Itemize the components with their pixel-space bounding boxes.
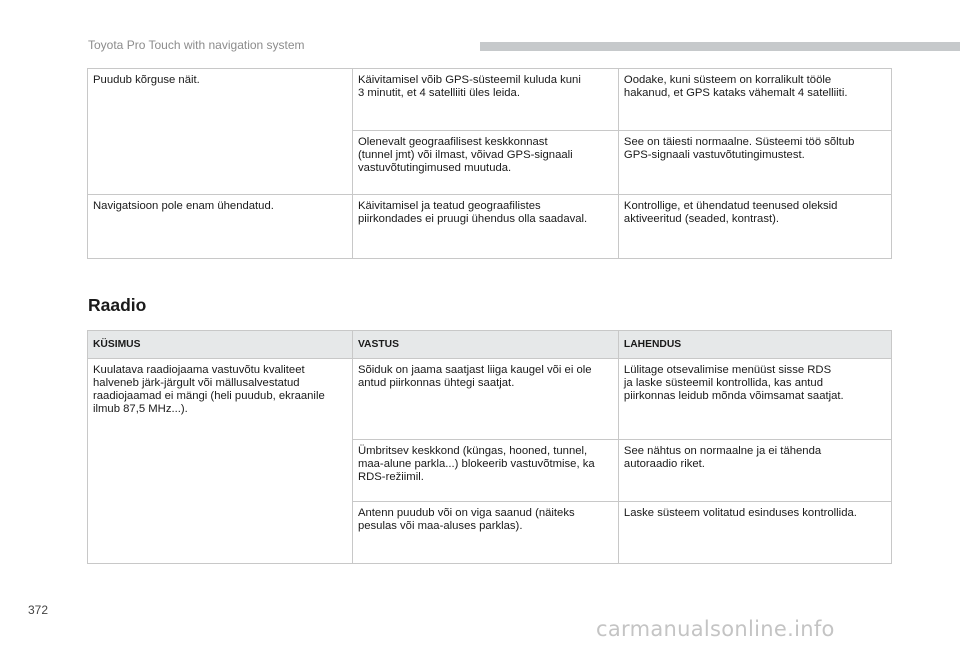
column-header-question: KÜSIMUS (88, 331, 353, 359)
table-row (88, 359, 892, 440)
solution-cell: See nähtus on normaalne ja ei tähenda autoraadio riket. (618, 440, 891, 502)
table-row (88, 195, 892, 259)
gps-troubleshooting-table (87, 68, 892, 259)
radio-troubleshooting-table (87, 330, 892, 564)
solution-cell: Oodake, kuni süsteem on korralikult tööle hakanud, et GPS kataks vähemalt 4 satelliiti. (618, 69, 891, 131)
column-header-answer: VASTUS (352, 331, 618, 359)
watermark: carmanualsonline.info (596, 617, 835, 641)
solution-cell: Lülitage otsevalimise menüüst sisse RDS ja laske süsteemil kontrollida, kas antud piirkonnas leidub mõnda võimsamat saatjat. (618, 359, 891, 440)
column-header-solution: LAHENDUS (618, 331, 891, 359)
question-cell: Puudub kõrguse näit. (88, 69, 353, 195)
solution-cell: Laske süsteem volitatud esinduses kontrollida. (618, 502, 891, 564)
section-title-radio: Raadio (88, 295, 147, 315)
header-title: Toyota Pro Touch with navigation system (88, 38, 305, 52)
question-cell: Navigatsioon pole enam ühendatud. (88, 195, 353, 259)
cause-cell: Käivitamisel võib GPS-süsteemil kuluda kuni 3 minutit, et 4 satelliiti üles leida. (352, 69, 618, 131)
solution-cell: Kontrollige, et ühendatud teenused oleksid aktiveeritud (seaded, kontrast). (618, 195, 891, 259)
solution-cell: See on täiesti normaalne. Süsteemi töö sõltub GPS-signaali vastuvõtutingimustest. (618, 131, 891, 195)
question-cell: Kuulatava raadiojaama vastuvõtu kvaliteet halveneb järk-järgult või mällusalvestatud raadiojaamad ei mängi (heli puudub, ekraanile ilmub 87,5 MHz...). (88, 359, 353, 564)
cause-cell: Antenn puudub või on viga saanud (näiteks pesulas või maa-aluses parklas). (352, 502, 618, 564)
page-number: 372 (28, 603, 49, 617)
cause-cell: Käivitamisel ja teatud geograafilistes piirkondades ei pruugi ühendus olla saadaval. (352, 195, 618, 259)
cause-cell: Ümbritsev keskkond (küngas, hooned, tunnel, maa-alune parkla...) blokeerib vastuvõtmise, ka RDS-režiimil. (352, 440, 618, 502)
table-row (88, 69, 892, 131)
header-bar (480, 42, 960, 51)
table-header-row (88, 331, 892, 359)
cause-cell: Sõiduk on jaama saatjast liiga kaugel või ei ole antud piirkonnas ühtegi saatjat. (352, 359, 618, 440)
cause-cell: Olenevalt geograafilisest keskkonnast (tunnel jmt) või ilmast, võivad GPS-signaali vastuvõtutingimused muutuda. (352, 131, 618, 195)
